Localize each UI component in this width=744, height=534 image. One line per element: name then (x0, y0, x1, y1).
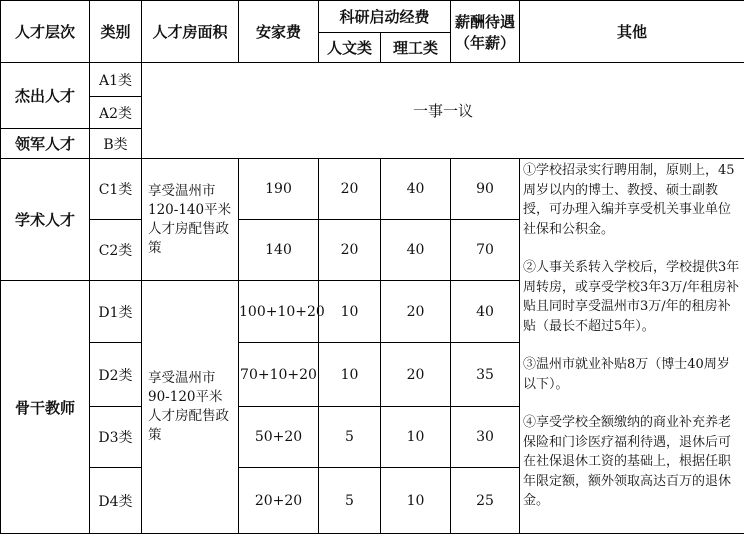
science-d2: 20 (381, 343, 451, 407)
settlement-c1: 190 (239, 159, 319, 220)
other-benefits (520, 159, 744, 534)
header-category: 类别 (90, 1, 142, 63)
category-d4: D4类 (90, 468, 142, 534)
humanities-c2: 20 (319, 220, 381, 281)
category-d3: D3类 (90, 407, 142, 468)
category-d1: D1类 (90, 281, 142, 343)
settlement-d4: 20+20 (239, 468, 319, 534)
housing-policy-backbone: 享受温州市90-120平米人才房配售政策 (142, 281, 239, 534)
category-c1: C1类 (90, 159, 142, 220)
housing-policy-academic: 享受温州市120-140平米人才房配售政策 (142, 159, 239, 281)
settlement-c2: 140 (239, 220, 319, 281)
level-academic: 学术人才 (1, 159, 90, 281)
salary-d4: 25 (451, 468, 520, 534)
humanities-d2: 10 (319, 343, 381, 407)
header-settlement-fee: 安家费 (239, 1, 319, 63)
level-backbone: 骨干教师 (1, 281, 90, 534)
header-salary (451, 1, 520, 63)
science-c2: 40 (381, 220, 451, 281)
science-d1: 20 (381, 281, 451, 343)
science-d3: 10 (381, 407, 451, 468)
category-d2: D2类 (90, 343, 142, 407)
salary-d2: 35 (451, 343, 520, 407)
humanities-d4: 5 (319, 468, 381, 534)
salary-c1: 90 (451, 159, 520, 220)
category-a1: A1类 (90, 63, 142, 97)
negotiable-cell: 一事一议 (142, 63, 744, 159)
category-a2: A2类 (90, 97, 142, 129)
humanities-d3: 5 (319, 407, 381, 468)
settlement-d1: 100+10+20 (239, 281, 319, 343)
science-d4: 10 (381, 468, 451, 534)
header-salary-line1: 薪酬待遇 (455, 12, 516, 31)
other-note-2: ②人事关系转入学校后，学校提供3年周转房，或享受学校3年3万/年租房补贴且同时享受温州市3万/年的租房补贴（最长不超过5年）。 (523, 260, 740, 334)
header-science-engineering: 理工类 (381, 33, 451, 63)
humanities-d1: 10 (319, 281, 381, 343)
category-c2: C2类 (90, 220, 142, 281)
header-humanities: 人文类 (319, 33, 381, 63)
other-note-4: ④享受学校全额缴纳的商业补充养老保险和门诊医疗福利待遇，退休后可在社保退休工资的基础上，根据任职年限定额，额外领取高达百万的退休金。 (523, 415, 732, 508)
science-c1: 40 (381, 159, 451, 220)
category-b: B类 (90, 129, 142, 159)
header-level: 人才层次 (1, 1, 90, 63)
level-outstanding: 杰出人才 (1, 63, 90, 129)
other-note-3: ③温州市就业补贴8万（博士40周岁以下）。 (523, 357, 730, 392)
salary-d3: 30 (451, 407, 520, 468)
salary-c2: 70 (451, 220, 520, 281)
salary-d1: 40 (451, 281, 520, 343)
header-other: 其他 (520, 1, 744, 63)
level-leading: 领军人才 (1, 129, 90, 159)
header-housing-area: 人才房面积 (142, 1, 239, 63)
other-note-1: ①学校招录实行聘用制，原则上，45周岁以内的博士、教授、硕士副教授，可办理入编并享受机关事业单位社保和公积金。 (523, 163, 735, 237)
settlement-d2: 70+10+20 (239, 343, 319, 407)
settlement-d3: 50+20 (239, 407, 319, 468)
header-research-fund: 科研启动经费 (319, 1, 451, 33)
humanities-c1: 20 (319, 159, 381, 220)
header-salary-line2: （年薪） (455, 33, 516, 52)
